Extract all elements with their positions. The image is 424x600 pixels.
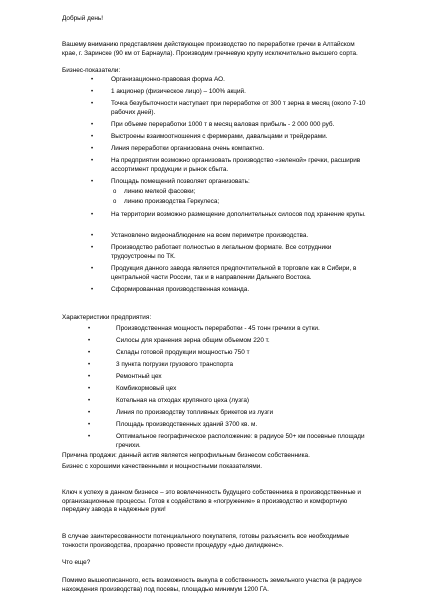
business-heading: Бизнес-показатели:: [62, 67, 121, 74]
bullet-glyph: •: [88, 326, 91, 332]
bullet-glyph: •: [91, 101, 94, 107]
bullet-glyph: •: [88, 410, 91, 416]
what-else: Что еще?: [62, 559, 91, 566]
bullet-glyph: •: [91, 77, 94, 83]
sub-item: линию мелкой фасовки;: [124, 188, 196, 195]
sub-bullet-glyph: o: [113, 199, 117, 205]
bullet-glyph: •: [88, 434, 91, 440]
char-item: Склады готовой продукции мощностью 750 т: [116, 349, 250, 356]
bullet-glyph: •: [88, 362, 91, 368]
bullet-glyph: •: [91, 287, 94, 293]
interest-paragraph: В случае заинтересованности потенциального покупателя, готовы разъяснить все необходимые тонкости производства, прозрачно провести процедуру «дью дилидженс».: [62, 533, 350, 549]
bullet-glyph: •: [88, 338, 91, 344]
biz-item: Установлено видеонаблюдение на всем периметре производства.: [111, 232, 309, 239]
biz-item: Выстроены взаимоотношения с фермерами, давальцами и трейдерами.: [111, 133, 328, 140]
char-item: Силосы для хранения зерна общим объемом 220 т.: [116, 337, 270, 344]
business-quality: Бизнес с хорошими качественными и мощностными показателями.: [62, 463, 263, 470]
char-item: 3 пункта погрузки грузового транспорта: [116, 361, 234, 368]
biz-item: Продукция данного завода является предпочтительной в торговле как в Сибири, в центральной части России, так и в направлении Дальнего Востока.: [111, 265, 357, 281]
biz-item: Линия переработки организована очень компактно.: [111, 145, 264, 152]
bullet-glyph: •: [91, 134, 94, 140]
biz-item: При объеме переработки 1000 т в месяц валовая прибыль - 2 000 000 руб.: [111, 121, 335, 128]
biz-item: 1 акционер (физическое лицо) – 100% акций.: [111, 88, 246, 95]
char-item: Ремонтный цех: [116, 373, 162, 380]
bullet-glyph: •: [88, 422, 91, 428]
sub-item: линию производства Геркулеса;: [124, 198, 220, 205]
biz-item: На предприятии возможно организовать производство «зеленой» гречки, расширив ассортимент продукции и рынок сбыта.: [111, 157, 361, 173]
char-item: Линия по производству топливных брикетов из лузги: [116, 409, 274, 416]
greeting: Добрый день!: [62, 15, 104, 22]
char-item: Оптимальное географическое расположение: в радиусе 50+ км посевные площади гречихи.: [116, 433, 365, 449]
bullet-glyph: •: [91, 158, 94, 164]
bullet-glyph: •: [91, 245, 94, 251]
characteristics-heading: Характеристики предприятия:: [62, 314, 152, 321]
biz-item: Организационно-правовая форма АО.: [111, 76, 225, 83]
biz-item: Сформированная производственная команда.: [111, 286, 250, 293]
char-item: Производственная мощность переработки - 45 тонн гречихи в сутки.: [116, 325, 320, 332]
bullet-glyph: •: [91, 122, 94, 128]
biz-item: Площадь помещений позволяет организовать:: [111, 178, 250, 185]
bullet-glyph: •: [88, 386, 91, 392]
bullet-glyph: •: [91, 233, 94, 239]
bullet-glyph: •: [91, 266, 94, 272]
biz-item: Производство работает полностью в легальном формате. Все сотрудники трудоустроены по ТК.: [111, 244, 332, 260]
biz-item: На территории возможно размещение дополнительных силосов под хранение крупы.: [111, 211, 366, 218]
biz-item: Точка безубыточности наступает при переработке от 300 т зерна в месяц (около 7-10 рабочих дней).: [111, 100, 366, 116]
bullet-glyph: •: [88, 374, 91, 380]
bullet-glyph: •: [91, 179, 94, 185]
reason-for-sale: Причина продажи: данный актив является непрофильным бизнесом собственника.: [62, 452, 310, 459]
bullet-glyph: •: [88, 398, 91, 404]
char-item: Площадь производственных зданий 3700 кв. м.: [116, 421, 258, 428]
intro-paragraph: Вашему вниманию представляем действующее производство по переработке гречки в Алтайском крае, г. Заринске (90 км от Барнаула). Производим гречневую крупу исключительно высшего сорта.: [62, 41, 358, 57]
bullet-glyph: •: [88, 350, 91, 356]
sub-bullet-glyph: o: [113, 189, 117, 195]
key-to-success: Ключ к успеху в данном бизнесе – это вовлеченность будущего собственника в производственные и организационные процессы. Готов к содействию в «погружение» в производство и комфортную передачу завода в надежные руки!: [62, 489, 361, 514]
bullet-glyph: •: [91, 146, 94, 152]
char-item: Котельная на отходах крупяного цеха (лузга): [116, 397, 250, 404]
bullet-glyph: •: [91, 212, 94, 218]
char-item: Комбикормовый цех: [116, 385, 177, 392]
land-paragraph: Помимо вышеописанного, есть возможность выкупа в собственность земельного участка (в радиусе нахождения производства) под посевы, площадью минимум 1200 ГА.: [62, 577, 362, 593]
bullet-glyph: •: [91, 89, 94, 95]
